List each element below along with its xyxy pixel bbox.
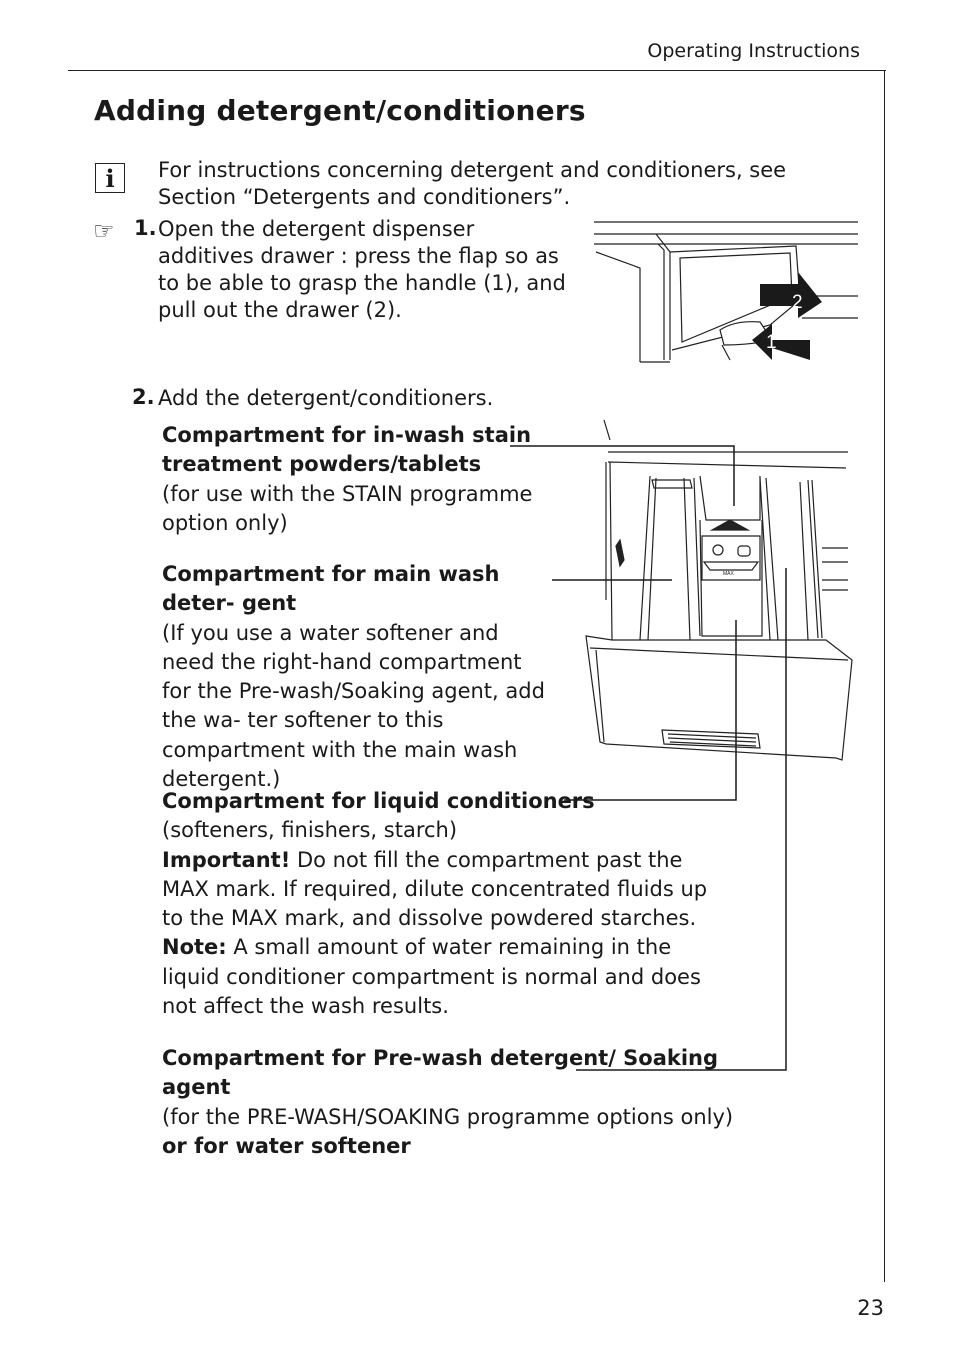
running-header: Operating Instructions [647, 40, 860, 62]
compartment-main-title: Compartment for main wash deter- gent [162, 562, 500, 616]
arrow-1-label: 1 [766, 332, 777, 353]
compartment-main-desc: (If you use a water softener and need the right-hand compartment for the Pre-wash/Soaking agent, add the wa- ter softener to this compartment with the main wash detergent.) [162, 620, 545, 792]
step-1-text: Open the detergent dispenser additives drawer : press the flap so as to be able to grasp the handle (1), and pull out the drawer (2). [158, 217, 566, 322]
step-2-text: Add the detergent/conditioners. [158, 386, 494, 410]
step-1-number: 1. [134, 216, 157, 240]
arrow-2-label: 2 [792, 292, 803, 313]
important-text: Do not fill the compartment past the MAX mark. If required, dilute concentrated fluids up to the MAX mark, and dissolve powdered starches. [162, 847, 708, 931]
compartment-prewash-title: Compartment for Pre-wash detergent/ Soaking agent [162, 1046, 719, 1100]
page-title: Adding detergent/conditioners [94, 94, 586, 127]
drawer-opening-figure [594, 222, 858, 362]
compartment-stain-desc: (for use with the STAIN programme option only) [162, 481, 533, 535]
compartment-prewash-alt: or for water softener [162, 1133, 411, 1158]
step-2-number: 2. [132, 385, 155, 409]
compartment-liquid-desc: (softeners, finishers, starch) [162, 818, 458, 843]
info-icon: i [95, 163, 125, 193]
pointing-hand-icon: ☞ [93, 217, 115, 245]
compartment-liquid-title: Compartment for liquid conditioners [162, 789, 595, 813]
leader-lines [510, 446, 786, 1070]
note-text: A small amount of water remaining in the liquid conditioner compartment is normal and does not affect the wash results. [162, 935, 701, 1019]
important-label: Important! [162, 847, 291, 872]
max-mark-label: MAX [723, 571, 734, 577]
compartment-stain-title: Compartment for in-wash stain treatment powders/tablets [162, 423, 532, 477]
compartment-prewash-desc: (for the PRE-WASH/SOAKING programme options only) [162, 1104, 734, 1129]
page-number: 23 [857, 1296, 884, 1320]
intro-text: For instructions concerning detergent and conditioners, see Section “Detergents and conditioners”. [158, 158, 787, 209]
note-label: Note: [162, 935, 227, 960]
dispenser-drawer-figure [586, 420, 852, 760]
